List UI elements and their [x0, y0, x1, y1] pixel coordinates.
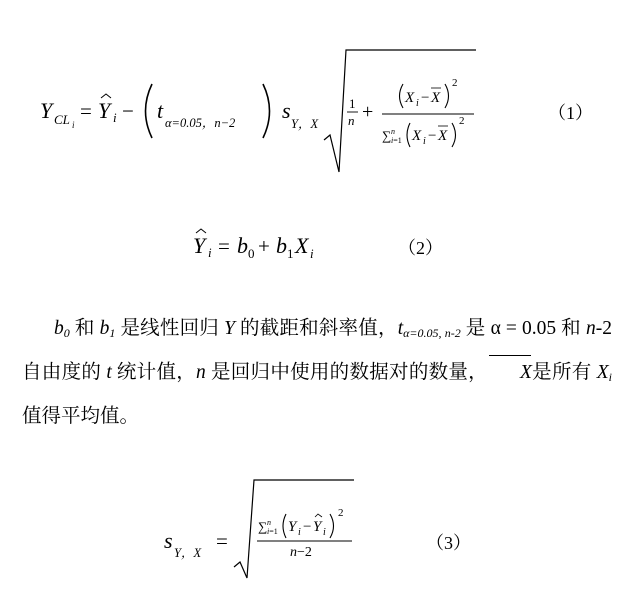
svg-text:α=0.05，n−2: α=0.05，n−2 — [165, 116, 236, 130]
svg-text:X: X — [295, 233, 309, 258]
svg-text:2: 2 — [452, 77, 458, 89]
svg-text:b: b — [237, 233, 248, 258]
svg-text:Y: Y — [193, 233, 206, 258]
svg-text:X: X — [431, 90, 441, 106]
svg-text:i: i — [310, 246, 314, 261]
svg-text:+: + — [258, 234, 270, 258]
svg-text:Y: Y — [313, 519, 322, 535]
svg-text:X: X — [438, 128, 448, 144]
var-b1-sub: 1 — [109, 326, 116, 340]
svg-text:Y: Y — [288, 519, 297, 535]
svg-text:0: 0 — [248, 246, 255, 261]
svg-text:1: 1 — [287, 246, 294, 261]
svg-text:Y: Y — [98, 98, 111, 123]
var-xi: X — [596, 362, 609, 383]
text-and: 和 — [69, 318, 100, 339]
text-6: 是回归中使用的数据对的数量， — [205, 362, 488, 383]
var-x-bar: X — [488, 353, 532, 393]
svg-text:b: b — [276, 233, 287, 258]
svg-text:−: − — [428, 128, 437, 144]
var-n: n — [585, 318, 596, 339]
svg-text:∑: ∑ — [382, 128, 392, 143]
svg-text:1: 1 — [349, 96, 356, 111]
svg-text:i: i — [423, 136, 426, 147]
equation-1-number: （1） — [548, 103, 593, 123]
text-8: 值得平均值。 — [22, 406, 140, 427]
var-y: Y — [224, 318, 235, 339]
svg-text:s: s — [282, 98, 291, 123]
svg-text:2: 2 — [338, 507, 344, 519]
svg-text:i: i — [208, 245, 212, 260]
svg-text:n: n — [391, 127, 395, 136]
svg-text:n−2: n−2 — [290, 545, 312, 560]
svg-text:+: + — [362, 101, 374, 123]
svg-text:n: n — [267, 518, 271, 527]
svg-text:=: = — [80, 99, 92, 123]
var-b0-sub: 0 — [63, 326, 70, 340]
var-xi-sub: i — [608, 370, 612, 384]
svg-text:=: = — [216, 529, 228, 553]
svg-text:t: t — [157, 98, 164, 123]
text-7: 是所有 — [531, 362, 597, 383]
svg-text:s: s — [164, 528, 173, 553]
text-2: 的截距和斜率值， — [234, 318, 398, 339]
svg-text:i=1: i=1 — [391, 136, 402, 145]
svg-text:i: i — [72, 120, 75, 130]
var-t-stat: t — [106, 362, 112, 383]
svg-text:Y，X: Y，X — [174, 546, 202, 560]
svg-text:−: − — [303, 519, 312, 535]
svg-text:−: − — [421, 90, 430, 106]
svg-text:CL: CL — [54, 112, 70, 127]
svg-text:n: n — [348, 113, 355, 128]
svg-text:i: i — [323, 527, 326, 538]
svg-text:i=1: i=1 — [267, 527, 278, 536]
var-t-sub: α=0.05, n-2 — [403, 326, 461, 340]
svg-text:Y: Y — [40, 98, 53, 123]
svg-text:2: 2 — [459, 115, 465, 127]
var-n-2: n — [196, 362, 206, 383]
svg-text:=: = — [218, 234, 230, 258]
svg-text:X: X — [405, 90, 415, 106]
var-b0: b — [54, 318, 64, 339]
equation-3-number: （3） — [426, 533, 471, 553]
text-3: 是 α = 0.05 和 — [460, 318, 586, 339]
svg-text:i: i — [113, 110, 117, 125]
equation-2-number: （2） — [398, 238, 443, 258]
svg-text:∑: ∑ — [258, 519, 268, 534]
svg-text:X: X — [412, 128, 422, 144]
var-b1: b — [99, 318, 110, 339]
var-t: t — [397, 318, 404, 339]
svg-text:i: i — [416, 98, 419, 109]
text-5: 统计值， — [111, 362, 197, 383]
text-1: 是线性回归 — [115, 318, 225, 339]
text-4: -2 自由度的 — [22, 318, 612, 383]
svg-text:−: − — [122, 99, 134, 123]
svg-text:Y，X: Y，X — [291, 117, 319, 131]
svg-text:i: i — [298, 527, 301, 538]
